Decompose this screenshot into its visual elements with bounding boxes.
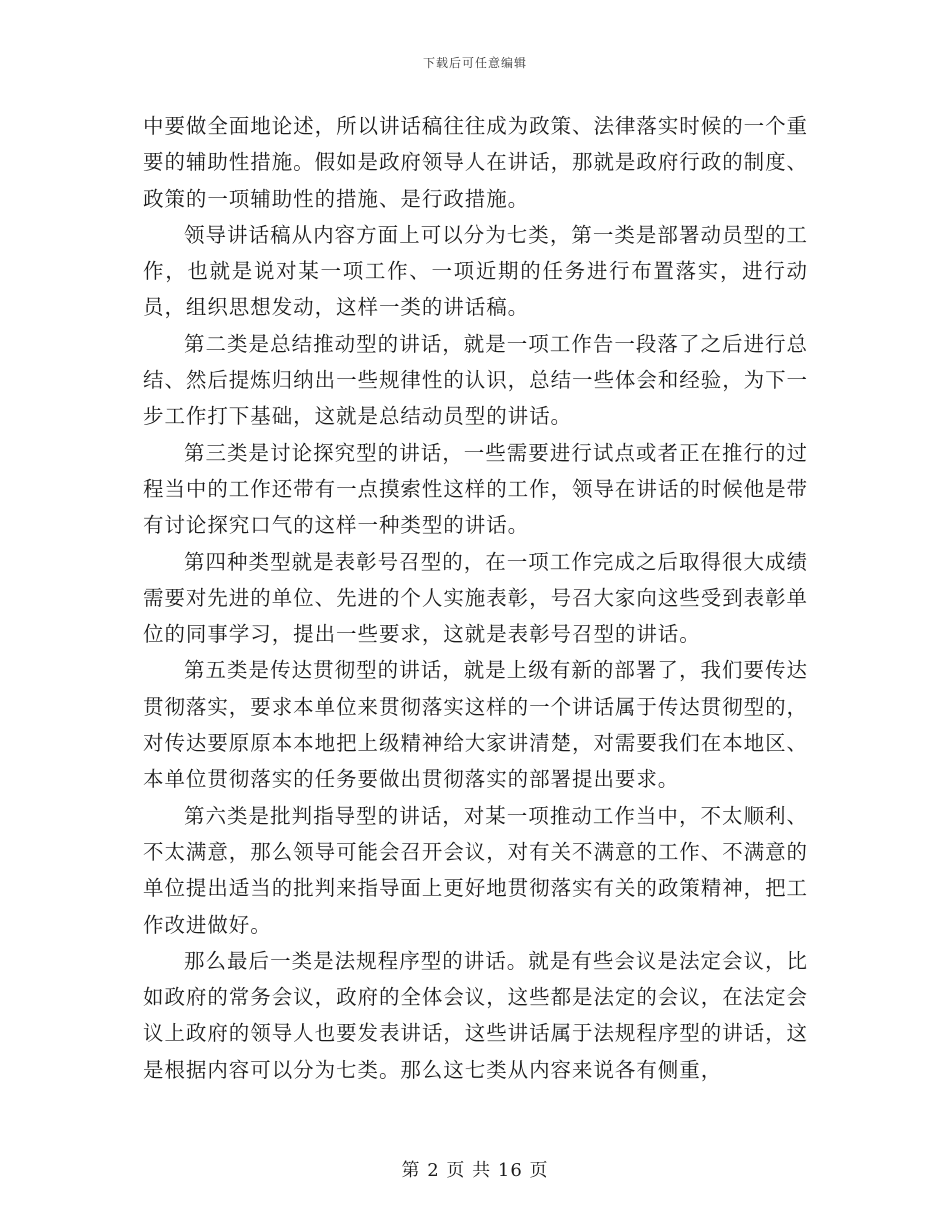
footer-total-pages: 16 [497, 1160, 523, 1181]
footer-middle: 页 共 [446, 1160, 492, 1181]
footer-suffix: 页 [529, 1160, 549, 1181]
paragraph-4: 第三类是讨论探究型的讲话，一些需要进行试点或者正在推行的过程当中的工作还带有一点摸索性这样的工作，领导在讲话的时候他是带有讨论探究口气的这样一种类型的讲话。 [143, 440, 808, 538]
page-footer [0, 1156, 950, 1182]
paragraph-7: 第六类是批判指导型的讲话，对某一项推动工作当中，不太顺利、不太满意，那么领导可能会召开会议，对有关不满意的工作、不满意的单位提出适当的批判来指导面上更好地贯彻落实有关的政策精神，把工作改进做好。 [143, 803, 808, 937]
paragraph-5: 第四种类型就是表彰号召型的，在一项工作完成之后取得很大成绩需要对先进的单位、先进的个人实施表彰，号召大家向这些受到表彰单位的同事学习，提出一些要求，这就是表彰号召型的讲话。 [143, 549, 808, 647]
paragraph-3: 第二类是总结推动型的讲话，就是一项工作告一段落了之后进行总结、然后提炼归纳出一些规律性的认识，总结一些体会和经验，为下一步工作打下基础，这就是总结动员型的讲话。 [143, 331, 808, 429]
paragraph-2: 领导讲话稿从内容方面上可以分为七类，第一类是部署动员型的工作，也就是说对某一项工作、一项近期的任务进行布置落实，进行动员，组织思想发动，这样一类的讲话稿。 [143, 222, 808, 320]
page-header: 下载后可任意编辑 [422, 56, 527, 70]
document-body [143, 108, 808, 1088]
paragraph-8: 那么最后一类是法规程序型的讲话。就是有些会议是法定会议，比如政府的常务会议，政府的全体会议，这些都是法定的会议，在法定会议上政府的领导人也要发表讲话，这些讲话属于法规程序型的讲话，这是根据内容可以分为七类。那么这七类从内容来说各有侧重， [143, 948, 808, 1082]
paragraph-1: 中要做全面地论述，所以讲话稿往往成为政策、法律落实时候的一个重要的辅助性措施。假如是政府领导人在讲话，那就是政府行政的制度、政策的一项辅助性的措施、是行政措施。 [143, 114, 808, 211]
paragraph-6: 第五类是传达贯彻型的讲话，就是上级有新的部署了，我们要传达贯彻落实，要求本单位来贯彻落实这样的一个讲话属于传达贯彻型的，对传达要原原本本地把上级精神给大家讲清楚，对需要我们在本地区、本单位贯彻落实的任务要做出贯彻落实的部署提出要求。 [143, 658, 808, 792]
footer-page-number: 2 [427, 1160, 440, 1181]
footer-prefix: 第 [401, 1160, 421, 1181]
